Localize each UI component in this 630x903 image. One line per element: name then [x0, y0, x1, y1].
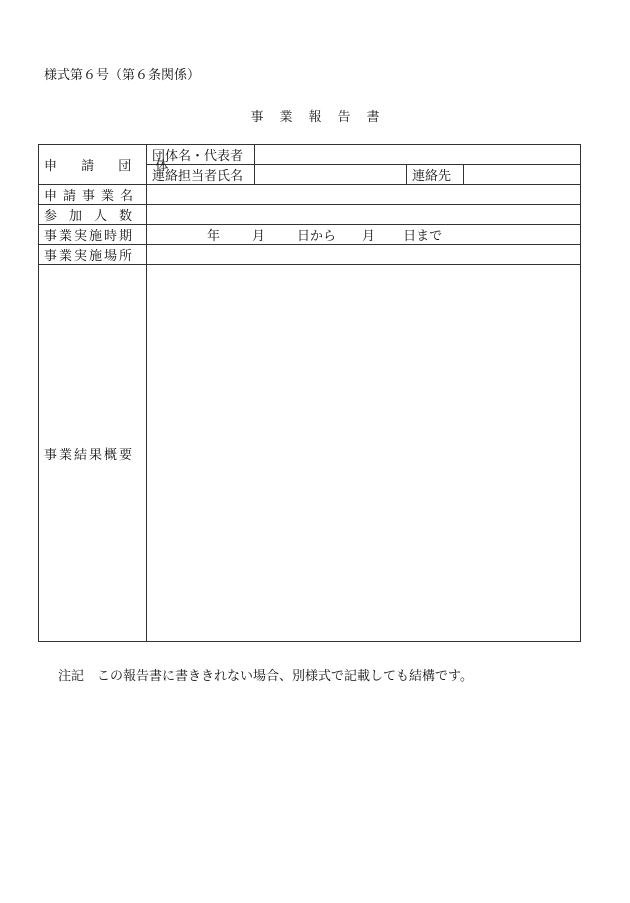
place-label: 事業実施場所 [39, 245, 147, 265]
summary-field[interactable] [147, 265, 581, 642]
period-day-from: 日から [297, 229, 337, 244]
row-period [39, 225, 581, 245]
period-field[interactable] [147, 225, 581, 245]
org-rep-label: 団体名・代表者 [147, 145, 255, 165]
row-project-name [39, 185, 581, 205]
contact-person-label: 連絡担当者氏名 [147, 165, 255, 185]
form-number: 様式第６号（第６条関係） [44, 68, 201, 83]
report-form-table [38, 144, 581, 642]
document-title: 事業報告書 [250, 110, 396, 125]
contact-person-field[interactable] [255, 165, 407, 185]
applicant-label: 申 請 団 体 [39, 145, 147, 185]
row-summary [39, 265, 581, 642]
period-month-from: 月 [252, 229, 266, 244]
participants-label: 参加人数 [39, 205, 147, 225]
project-name-label: 申請事業名 [39, 185, 147, 205]
org-rep-field[interactable] [255, 145, 581, 165]
contact-field[interactable] [464, 165, 581, 185]
row-place [39, 245, 581, 265]
row-participants [39, 205, 581, 225]
contact-label: 連絡先 [407, 165, 464, 185]
footnote: 注記 この報告書に書ききれない場合、別様式で記載しても結構です。 [58, 669, 473, 684]
project-name-field[interactable] [147, 185, 581, 205]
period-label: 事業実施時期 [39, 225, 147, 245]
place-field[interactable] [147, 245, 581, 265]
row-org-rep [39, 145, 581, 165]
period-month-to: 月 [362, 229, 376, 244]
participants-field[interactable] [147, 205, 581, 225]
period-year: 年 [207, 229, 221, 244]
summary-label: 事業結果概要 [39, 265, 147, 642]
period-day-to: 日まで [403, 229, 443, 244]
